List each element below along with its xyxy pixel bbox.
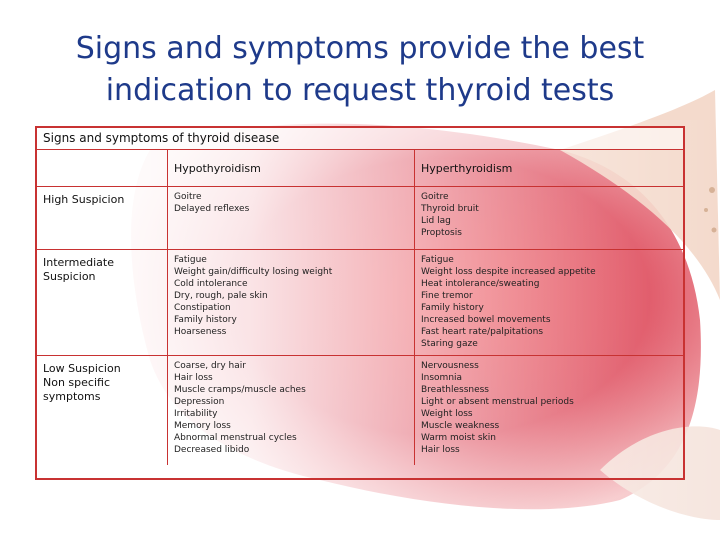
row-label-line: High Suspicion	[43, 193, 125, 206]
symptom-item: Breathlessness	[421, 385, 489, 395]
symptom-item: Dry, rough, pale skin	[174, 291, 268, 301]
table-row-low-suspicion	[37, 356, 683, 466]
title-line-1: Signs and symptoms provide the best	[75, 31, 645, 66]
symptom-item: Staring gaze	[421, 339, 478, 349]
row-label-line: Suspicion	[43, 270, 96, 283]
row-label	[37, 250, 168, 356]
row-label	[37, 187, 168, 250]
row-label-line: Non specific	[43, 376, 110, 389]
symptom-item: Cold intolerance	[174, 279, 248, 289]
symptom-item: Lid lag	[421, 216, 451, 226]
table-row-high-suspicion	[37, 187, 683, 250]
symptom-item: Decreased libido	[174, 445, 250, 455]
header-hypothyroidism: Hypothyroidism	[168, 150, 415, 187]
table-caption: Signs and symptoms of thyroid disease	[37, 128, 683, 150]
symptom-item: Family history	[174, 315, 237, 325]
symptom-item: Constipation	[174, 303, 231, 313]
symptom-item: Light or absent menstrual periods	[421, 397, 574, 407]
hyperthyroidism-cell	[415, 187, 684, 250]
symptom-item: Fine tremor	[421, 291, 473, 301]
symptom-item: Hair loss	[421, 445, 460, 455]
row-label	[37, 356, 168, 466]
symptom-item: Irritability	[174, 409, 218, 419]
symptom-item: Family history	[421, 303, 484, 313]
symptom-item: Nervousness	[421, 361, 479, 371]
hypothyroidism-cell	[168, 356, 415, 466]
header-hyperthyroidism: Hyperthyroidism	[415, 150, 684, 187]
symptom-item: Proptosis	[421, 228, 462, 238]
slide-title	[20, 28, 700, 112]
symptom-item: Hair loss	[174, 373, 213, 383]
symptom-item: Goitre	[421, 192, 449, 202]
header-empty	[37, 150, 168, 187]
symptom-item: Hoarseness	[174, 327, 227, 337]
symptom-item: Muscle weakness	[421, 421, 500, 431]
symptom-item: Goitre	[174, 192, 202, 202]
symptom-item: Warm moist skin	[421, 433, 496, 443]
title-line-2: indication to request thyroid tests	[105, 73, 615, 108]
symptom-item: Depression	[174, 397, 225, 407]
symptom-item: Delayed reflexes	[174, 204, 250, 214]
symptom-item: Weight loss despite increased appetite	[421, 267, 596, 277]
symptom-item: Abnormal menstrual cycles	[174, 433, 297, 443]
thyroid-symptoms-table	[35, 126, 685, 480]
symptom-item: Fatigue	[174, 255, 207, 265]
row-label-line: symptoms	[43, 390, 101, 403]
hypothyroidism-cell	[168, 187, 415, 250]
symptom-item: Coarse, dry hair	[174, 361, 246, 371]
symptom-item: Fatigue	[421, 255, 454, 265]
hyperthyroidism-cell	[415, 356, 684, 466]
symptom-item: Insomnia	[421, 373, 463, 383]
symptom-item: Memory loss	[174, 421, 231, 431]
symptom-item: Weight loss	[421, 409, 473, 419]
symptom-item: Muscle cramps/muscle aches	[174, 385, 306, 395]
header-row	[37, 150, 683, 187]
symptom-item: Fast heart rate/palpitations	[421, 327, 544, 337]
symptom-item: Increased bowel movements	[421, 315, 551, 325]
symptoms-grid	[37, 150, 683, 465]
symptom-item: Heat intolerance/sweating	[421, 279, 540, 289]
table-row-intermediate-suspicion	[37, 250, 683, 356]
symptom-item: Thyroid bruit	[421, 204, 479, 214]
hypothyroidism-cell	[168, 250, 415, 356]
row-label-line: Intermediate	[43, 256, 114, 269]
row-label-line: Low Suspicion	[43, 362, 121, 375]
hyperthyroidism-cell	[415, 250, 684, 356]
symptom-item: Weight gain/difficulty losing weight	[174, 267, 333, 277]
